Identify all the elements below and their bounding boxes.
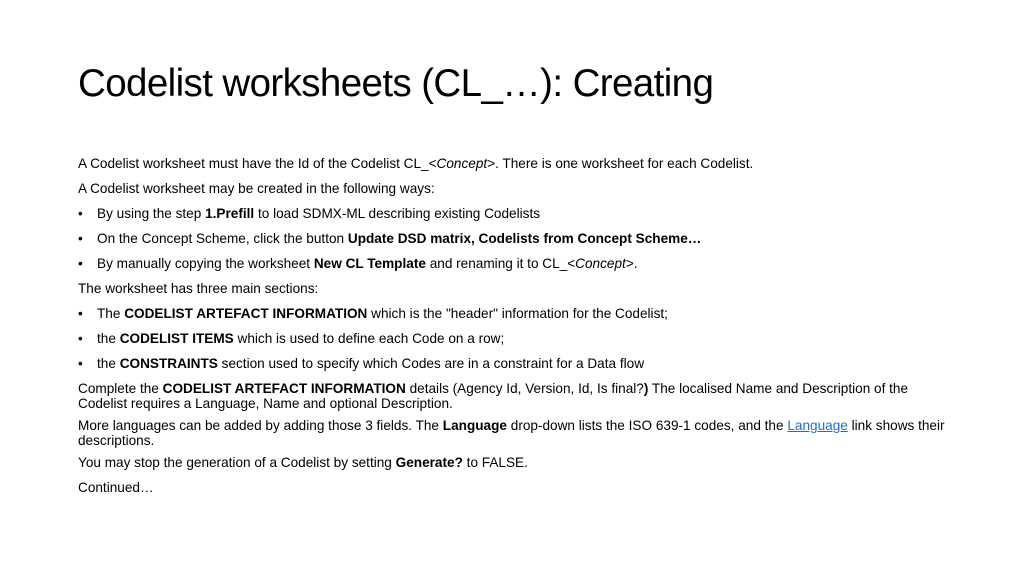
generate-bold: Generate? <box>395 455 463 470</box>
concept-italic: Concept <box>436 156 488 171</box>
concept-italic: Concept <box>575 256 626 271</box>
paragraph-sections: The worksheet has three main sections: <box>78 281 319 296</box>
bullet-dot: • <box>78 206 83 221</box>
text: the <box>97 356 120 371</box>
paragraph-continued: Continued… <box>78 480 154 495</box>
text: >. There is one worksheet for each Codelist. <box>487 156 754 171</box>
bullet-codelist-items <box>78 327 958 352</box>
bullet-dot: • <box>78 356 83 371</box>
bullet-concept-scheme <box>78 227 958 252</box>
text: By using the step <box>97 206 206 221</box>
text: and renaming it to CL_< <box>425 256 576 271</box>
text: On the Concept Scheme, click the button <box>97 231 348 246</box>
text: link shows their descriptions. <box>78 418 945 448</box>
paragraph-creation-ways: A Codelist worksheet may be created in the following ways: <box>78 181 435 196</box>
text: >. <box>625 256 638 271</box>
update-dsd-bold: Update DSD matrix, Codelists from Concept Scheme… <box>347 231 702 246</box>
bullet-dot: • <box>78 331 83 346</box>
paragraph-more-languages <box>78 414 958 451</box>
text: to load SDMX-ML describing existing Codelists <box>254 206 541 221</box>
text: section used to specify which Codes are in a constraint for a Data flow <box>217 356 645 371</box>
paragraph-worksheet-id <box>78 152 958 177</box>
language-link[interactable]: Language <box>787 418 848 433</box>
bullet-dot: • <box>78 231 83 246</box>
text: The localised Name and Description of the Codelist requires a Language, Name and optional Description. <box>78 381 909 411</box>
artefact-bold: CODELIST ARTEFACT INFORMATION <box>162 381 406 396</box>
paragraph-complete-artefact <box>78 377 958 414</box>
items-bold: CODELIST ITEMS <box>119 331 234 346</box>
bullet-dot: • <box>78 306 83 321</box>
text: which is the "header" information for the Codelist; <box>367 306 668 321</box>
text: the <box>97 331 120 346</box>
text: By manually copying the worksheet <box>97 256 314 271</box>
paren-bold: ) <box>643 381 649 396</box>
text: details (Agency Id, Version, Id, Is final? <box>405 381 644 396</box>
slide-title: Codelist worksheets (CL_…): Creating <box>78 62 714 105</box>
text: You may stop the generation of a Codelist by setting <box>78 455 396 470</box>
language-bold: Language <box>442 418 507 433</box>
text: drop-down lists the ISO 639-1 codes, and the <box>506 418 788 433</box>
text: which is used to define each Code on a row; <box>233 331 505 346</box>
text: Complete the <box>78 381 163 396</box>
slide-body <box>78 152 958 501</box>
artefact-bold: CODELIST ARTEFACT INFORMATION <box>124 306 368 321</box>
bullet-prefill <box>78 202 958 227</box>
template-bold: New CL Template <box>313 256 426 271</box>
text: to FALSE. <box>462 455 528 470</box>
constraints-bold: CONSTRAINTS <box>119 356 218 371</box>
paragraph-stop-generation <box>78 451 958 476</box>
text: A Codelist worksheet must have the Id of the Codelist CL_< <box>78 156 437 171</box>
text: The <box>97 306 125 321</box>
bullet-dot: • <box>78 256 83 271</box>
bullet-manual-copy <box>78 252 958 277</box>
bullet-constraints <box>78 352 958 377</box>
text: More languages can be added by adding those 3 fields. The <box>78 418 443 433</box>
prefill-bold: 1.Prefill <box>205 206 255 221</box>
bullet-artefact-info <box>78 302 958 327</box>
